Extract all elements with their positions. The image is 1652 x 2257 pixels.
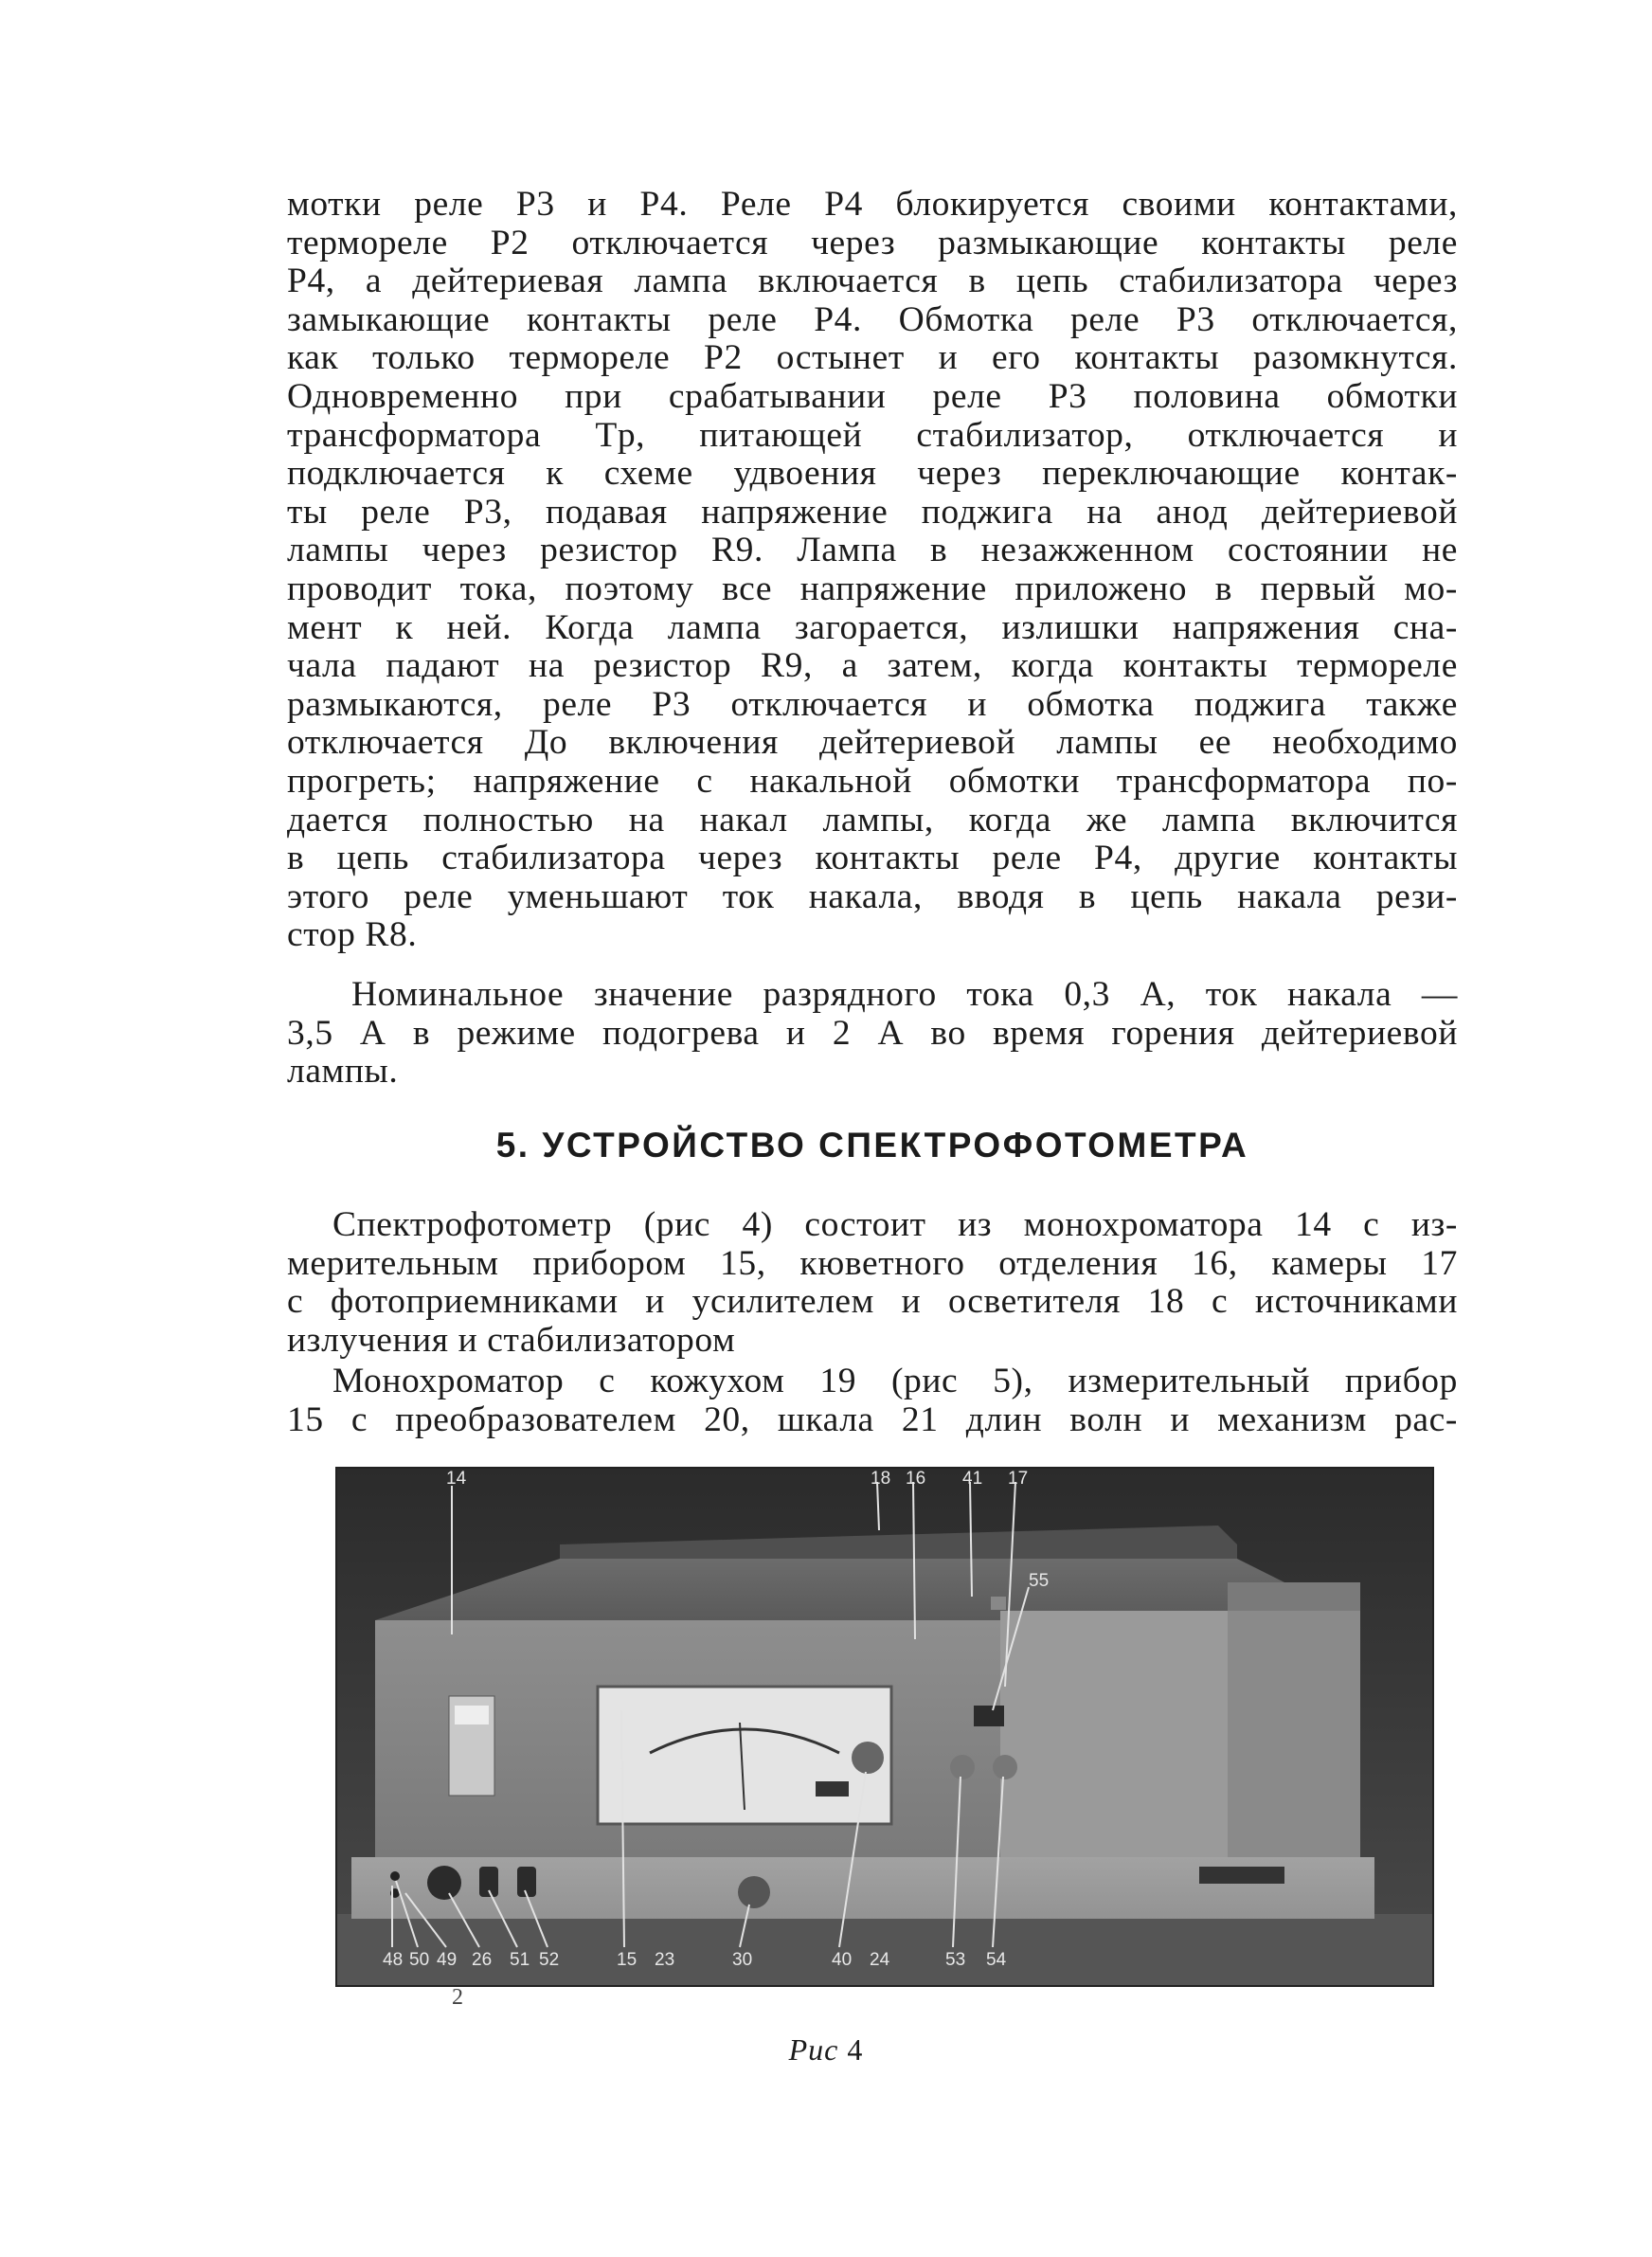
- paragraph-composition: [287, 1206, 1458, 1360]
- text-line: излучения и стабилизатором: [287, 1320, 736, 1360]
- text-line: лампы.: [287, 1052, 399, 1092]
- switch-52: [517, 1867, 536, 1897]
- text-line: размыкаются, реле P3 отключается и обмотка поджига также: [287, 684, 1458, 724]
- text-line: лампы через резистор R9. Лампа в незажженном состоянии не: [287, 531, 1458, 570]
- knob-54: [993, 1755, 1017, 1779]
- text-line: отключается До включения дейтериевой лампы ее необходимо: [287, 723, 1458, 763]
- callout-label: 55: [1029, 1571, 1050, 1591]
- text-line: P4, а дейтериевая лампа включается в цепь стабилизатора через: [287, 262, 1458, 301]
- section-heading: 5. УСТРОЙСТВО СПЕКТРОФОТОМЕТРА: [495, 1126, 1249, 1165]
- device-illustration: [337, 1469, 1432, 1985]
- callout-label: 26: [472, 1950, 493, 1970]
- text-line: Одновременно при срабатывании реле P3 половина обмотки: [287, 376, 1458, 416]
- knob-30: [738, 1876, 770, 1908]
- callout-label: 23: [655, 1950, 675, 1970]
- callout-label: 40: [832, 1950, 853, 1970]
- paragraph-continuation: [287, 186, 1458, 955]
- text-line: дается полностью на накал лампы, когда же лампа включится: [287, 800, 1458, 840]
- text-line: прогреть; напряжение с накальной обмотки трансформатора по-: [287, 761, 1458, 801]
- caption-number: 4: [847, 2032, 864, 2067]
- text-line: этого реле уменьшают ток накала, вводя в цепь накала рези-: [287, 876, 1458, 916]
- callout-label: 54: [986, 1950, 1007, 1970]
- text-line: как только термореле P2 остынет и его контакты разомкнутся.: [287, 338, 1458, 378]
- callout-label: 53: [945, 1950, 966, 1970]
- callout-label: 48: [383, 1950, 404, 1970]
- button-41: [991, 1597, 1006, 1610]
- text-line: Номинальное значение разрядного тока 0,3 А, ток накала —: [351, 975, 1458, 1014]
- text-line: 15 с преобразователем 20, шкала 21 длин волн и механизм рас-: [287, 1399, 1458, 1439]
- page-mark: 2: [452, 1985, 463, 2010]
- callout-label: 30: [732, 1950, 753, 1970]
- callout-label: 14: [446, 1469, 467, 1489]
- text-line: термореле P2 отключается через размыкающие контакты реле: [287, 223, 1458, 262]
- callout-label: 17: [1008, 1469, 1029, 1489]
- knob-26: [427, 1866, 461, 1900]
- text-line: трансформатора Tp, питающей стабилизатор, отключается и: [287, 415, 1458, 455]
- text-line: ты реле P3, подавая напряжение поджига на анод дейтериевой: [287, 492, 1458, 532]
- text-line: мерительным прибором 15, кюветного отделения 16, камеры 17: [287, 1243, 1458, 1283]
- caption-prefix: Рис: [788, 2032, 839, 2067]
- text-line: в цепь стабилизатора через контакты реле P4, другие контакты: [287, 839, 1458, 878]
- cuvette-compartment: [1000, 1611, 1228, 1857]
- text-line: подключается к схеме удвоения через переключающие контак-: [287, 454, 1458, 494]
- callout-label: 16: [906, 1469, 926, 1489]
- nameplate: [1199, 1867, 1284, 1884]
- text-line: стор R8.: [287, 915, 418, 955]
- callout-label: 41: [962, 1469, 983, 1489]
- callout-label: 24: [870, 1950, 890, 1970]
- text-line: 3,5 А в режиме подогрева и 2 А во время горения дейтериевой: [287, 1013, 1458, 1053]
- callout-label: 49: [437, 1950, 458, 1970]
- figure-caption: [0, 2032, 1652, 2067]
- text-line: с фотоприемниками и усилителем и осветителя 18 с источниками: [287, 1282, 1458, 1322]
- spectrophotometer-photo: [335, 1467, 1434, 1987]
- callout-label: 15: [617, 1950, 637, 1970]
- handle-55: [974, 1706, 1004, 1726]
- knob-40: [852, 1742, 884, 1774]
- callout-label: 52: [539, 1950, 560, 1970]
- paragraph-current: [287, 976, 1458, 1092]
- callout-label: 50: [409, 1950, 430, 1970]
- camera-block: [1228, 1601, 1360, 1857]
- callout-label: 18: [871, 1469, 891, 1489]
- text-line: проводит тока, поэтому все напряжение приложено в первый мо-: [287, 569, 1458, 608]
- text-line: чала падают на резистор R9, а затем, когда контакты термореле: [287, 646, 1458, 686]
- callout-label: 51: [510, 1950, 530, 1970]
- text-line: мотки реле P3 и P4. Реле P4 блокируется своими контактами,: [287, 185, 1458, 224]
- paragraph-monochromator: [287, 1363, 1458, 1439]
- knob-53: [950, 1755, 975, 1779]
- text-line: мент к ней. Когда лампа загорается, излишки напряжения сна-: [287, 607, 1458, 647]
- text-line: Спектрофотометр (рис 4) состоит из монохроматора 14 с из-: [332, 1205, 1458, 1244]
- text-line: замыкающие контакты реле P4. Обмотка реле P3 отключается,: [287, 299, 1458, 339]
- control-panel: [351, 1857, 1374, 1919]
- text-line: Монохроматор с кожухом 19 (рис 5), измерительный прибор: [332, 1362, 1458, 1400]
